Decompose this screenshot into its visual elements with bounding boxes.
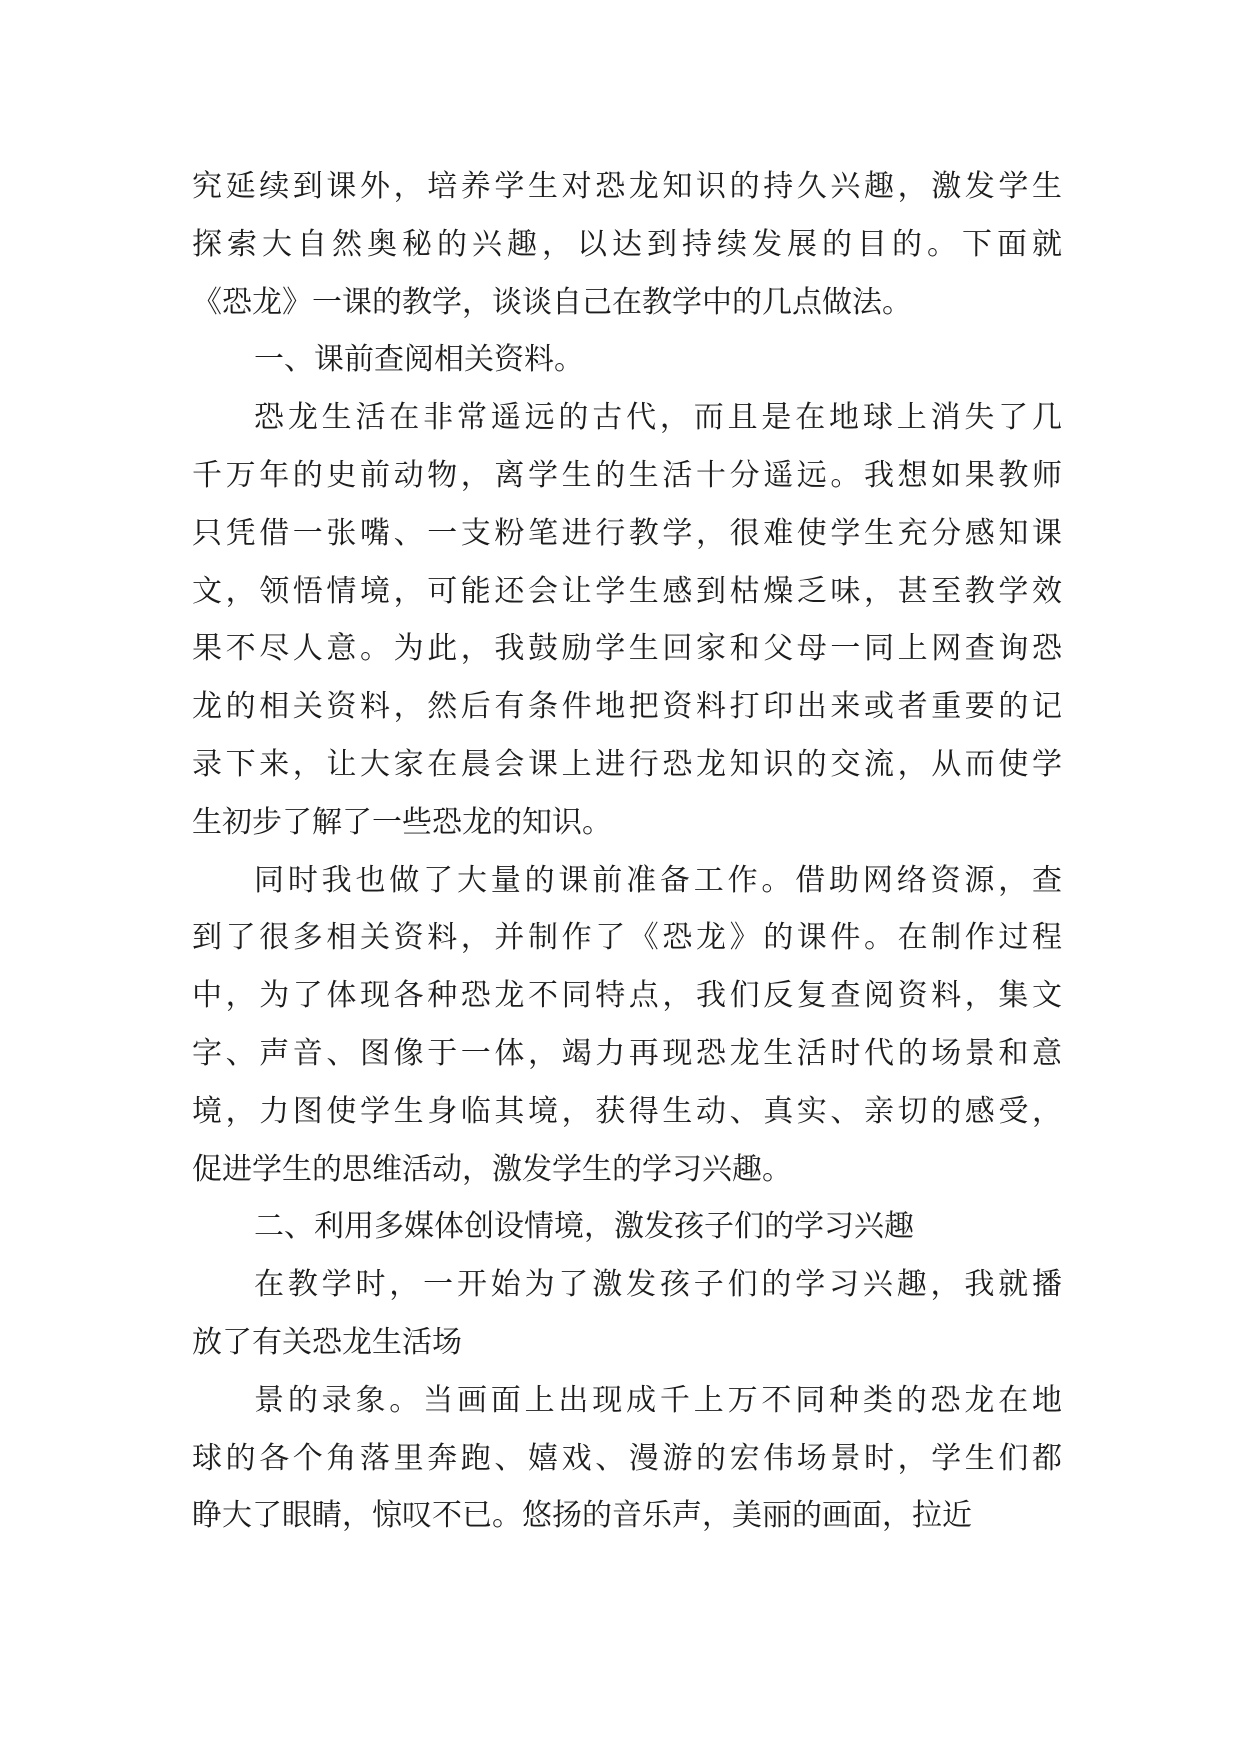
- text-line: 恐龙生活在非常遥远的古代，而且是在地球上消失了几: [254, 400, 1066, 436]
- text-line: 同时我也做了大量的课前准备工作。借助网络资源，查: [254, 862, 1066, 898]
- text-line: 果不尽人意。为此，我鼓励学生回家和父母一同上网查询恐: [192, 631, 1066, 667]
- text-line: 千万年的史前动物，离学生的生活十分遥远。我想如果教师: [192, 457, 1066, 493]
- text-line: 龙的相关资料，然后有条件地把资料打印出来或者重要的记: [192, 689, 1066, 725]
- text-line: 到了很多相关资料，并制作了《恐龙》的课件。在制作过程: [192, 920, 1066, 956]
- text-line: 放了有关恐龙生活场: [192, 1324, 462, 1360]
- text-line: 境，力图使学生身临其境，获得生动、真实、亲切的感受，: [192, 1093, 1066, 1129]
- text-line: 字、声音、图像于一体，竭力再现恐龙生活时代的场景和意: [192, 1035, 1066, 1071]
- text-line: 探索大自然奥秘的兴趣，以达到持续发展的目的。下面就: [192, 226, 1067, 262]
- text-line: 录下来，让大家在晨会课上进行恐龙知识的交流，从而使学: [192, 746, 1066, 782]
- document-body: [192, 158, 1067, 1545]
- text-line: 球的各个角落里奔跑、嬉戏、漫游的宏伟场景时，学生们都: [192, 1440, 1066, 1476]
- text-line: 究延续到课外，培养学生对恐龙知识的持久兴趣，激发学生: [192, 169, 1066, 204]
- text-line: 文，领悟情境，可能还会让学生感到枯燥乏味，甚至教学效: [192, 573, 1066, 609]
- text-line: 促进学生的思维活动，激发学生的学习兴趣。: [192, 1151, 792, 1187]
- text-line: 在教学时，一开始为了激发孩子们的学习兴趣，我就播: [254, 1267, 1066, 1303]
- text-line: 《恐龙》一课的教学，谈谈自己在教学中的几点做法。: [192, 284, 912, 320]
- text-line: 景的录象。当画面上出现成千上万不同种类的恐龙在地: [254, 1382, 1066, 1418]
- text-line: 生初步了解了一些恐龙的知识。: [192, 804, 612, 840]
- text-line: 二、利用多媒体创设情境，激发孩子们的学习兴趣: [254, 1209, 914, 1245]
- text-line: 中，为了体现各种恐龙不同特点，我们反复查阅资料，集文: [192, 978, 1066, 1014]
- text-line: 只凭借一张嘴、一支粉笔进行教学，很难使学生充分感知课: [192, 515, 1066, 551]
- text-line: 一、课前查阅相关资料。: [254, 342, 584, 378]
- text-line: 睁大了眼睛，惊叹不已。悠扬的音乐声，美丽的画面，拉近: [192, 1498, 972, 1534]
